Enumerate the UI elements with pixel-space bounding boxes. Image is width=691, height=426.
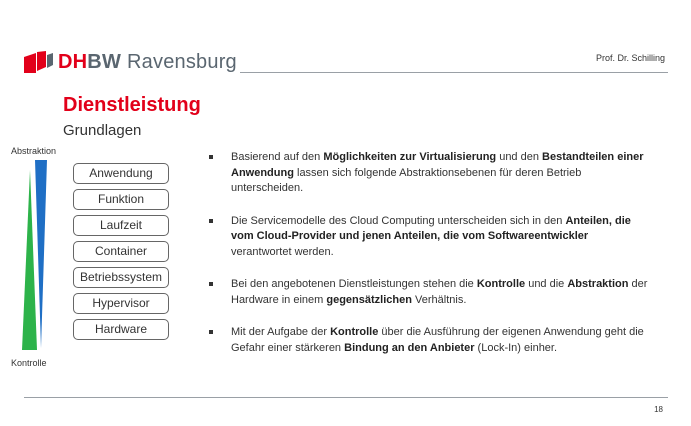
layer-box: Container	[73, 241, 169, 262]
slide-subtitle: Grundlagen	[63, 122, 142, 139]
bullet-icon	[209, 219, 213, 223]
abstraction-wedge	[35, 160, 47, 348]
control-wedge	[22, 170, 37, 350]
layer-box: Betriebssystem	[73, 267, 169, 288]
bullet-list	[209, 150, 649, 373]
page-number: 18	[654, 405, 663, 414]
abstraction-layers	[73, 163, 169, 345]
author-label: Prof. Dr. Schilling	[595, 53, 665, 63]
dhbw-logo	[24, 50, 237, 74]
slide-title: Dienstleistung	[63, 94, 201, 116]
bullet-icon	[209, 282, 213, 286]
top-bar	[0, 0, 691, 36]
bullet-icon	[209, 330, 213, 334]
bullet-icon	[209, 155, 213, 159]
layer-box: Hypervisor	[73, 293, 169, 314]
dhbw-logo-mark-icon	[24, 51, 54, 73]
abstraction-label: Abstraktion	[11, 146, 57, 156]
layer-box: Funktion	[73, 189, 169, 210]
header-divider	[240, 72, 668, 73]
bullet-item: Basierend auf den Möglichkeiten zur Virtualisierung und den Bestandteilen einer Anwendung lassen sich folgende Abstraktionsebenen für deren Betrieb unterscheiden.	[209, 150, 649, 197]
layer-box: Anwendung	[73, 163, 169, 184]
bullet-item: Die Servicemodelle des Cloud Computing unterscheiden sich in den Anteilen, die vom Cloud-Provider und jenen Anteilen, die vom Softwareentwickler verantwortet werden.	[209, 214, 649, 261]
bullet-item: Mit der Aufgabe der Kontrolle über die Ausführung der eigenen Anwendung geht die Gefahr einer stärkeren Bindung an den Anbieter (Lock-In) einher.	[209, 325, 649, 356]
control-abstraction-wedges	[18, 160, 52, 356]
footer-divider	[24, 397, 668, 398]
logo-text: DHBW Ravensburg	[58, 50, 237, 73]
layer-box: Laufzeit	[73, 215, 169, 236]
control-label: Kontrolle	[11, 358, 47, 368]
layer-box: Hardware	[73, 319, 169, 340]
bullet-item: Bei den angebotenen Dienstleistungen stehen die Kontrolle und die Abstraktion der Hardware in einem gegensätzlichen Verhältnis.	[209, 277, 649, 308]
